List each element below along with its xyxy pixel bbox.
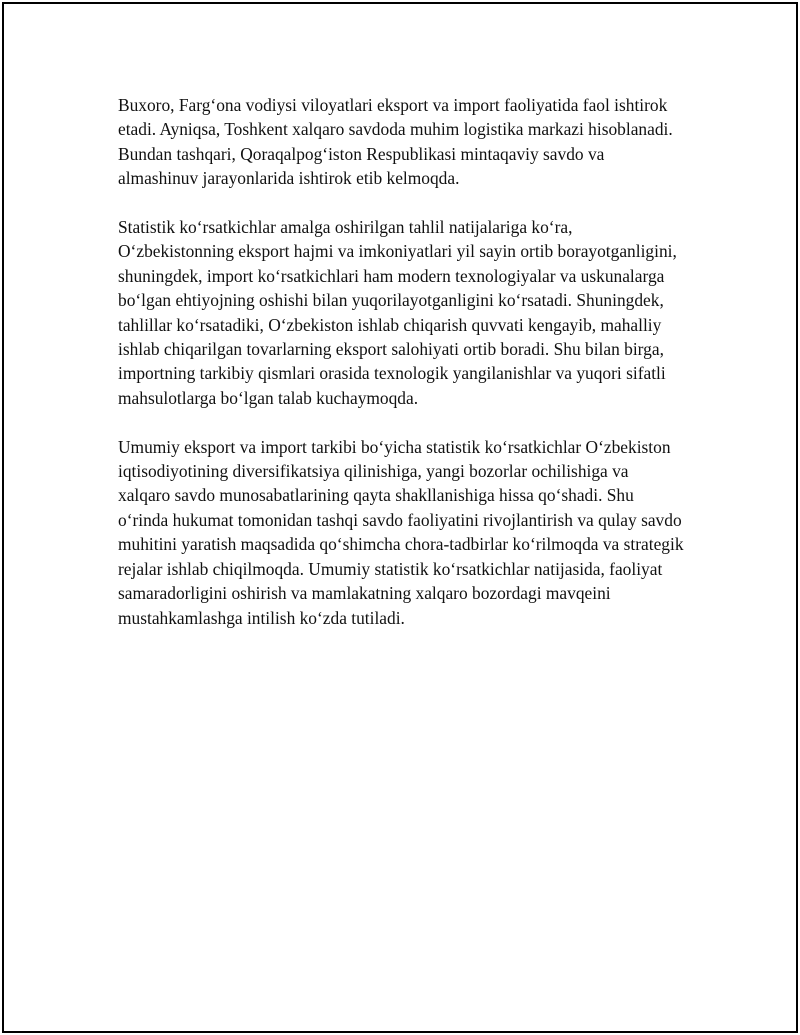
paragraph-3: Umumiy eksport va import tarkibi bo‘yicha statistik ko‘rsatkichlar O‘zbekiston iqtisodiyotining diversifikatsiya qilinishiga, yangi bozorlar ochilishiga va xalqaro savdo munosabatlarining qayta shakllanishiga hissa qo‘shadi. Shu o‘rinda hukumat tomonidan tashqi savdo faoliyatini rivojlantirish va qulay savdo muhitini yaratish maqsadida qo‘shimcha chora-tadbirlar ko‘rilmoqda va strategik rejalar ishlab chiqilmoqda. Umumiy statistik ko‘rsatkichlar natijasida, faoliyat samaradorligini oshirish va mamlakatning xalqaro bozordagi mavqeini mustahkamlashga intilish ko‘zda tutiladi. <box>118 436 684 628</box>
document-body <box>118 93 684 654</box>
paragraph-2: Statistik ko‘rsatkichlar amalga oshirilgan tahlil natijalariga ko‘ra, O‘zbekistonning eksport hajmi va imkoniyatlari yil sayin ortib borayotganligini, shuningdek, import ko‘rsatkichlari ham modern texnologiyalar va uskunalarga bo‘lgan ehtiyojning oshishi bilan yuqorilayotganligini ko‘rsatadi. Shuningdek, tahlillar ko‘rsatadiki, O‘zbekiston ishlab chiqarish quvvati kengayib, mahalliy ishlab chiqarilgan tovarlarning eksport salohiyati ortib boradi. Shu bilan birga, importning tarkibiy qismlari orasida texnologik yangilanishlar va yuqori sifatli mahsulotlarga bo‘lgan talab kuchaymoqda. <box>118 217 677 408</box>
paragraph-1: Buxoro, Farg‘ona vodiysi viloyatlari eksport va import faoliyatida faol ishtirok etadi. Ayniqsa, Toshkent xalqaro savdoda muhim logistika markazi hisoblanadi. Bundan tashqari, Qoraqalpog‘iston Respublikasi mintaqaviy savdo va almashinuv jarayonlarida ishtirok etib kelmoqda. <box>118 95 673 189</box>
